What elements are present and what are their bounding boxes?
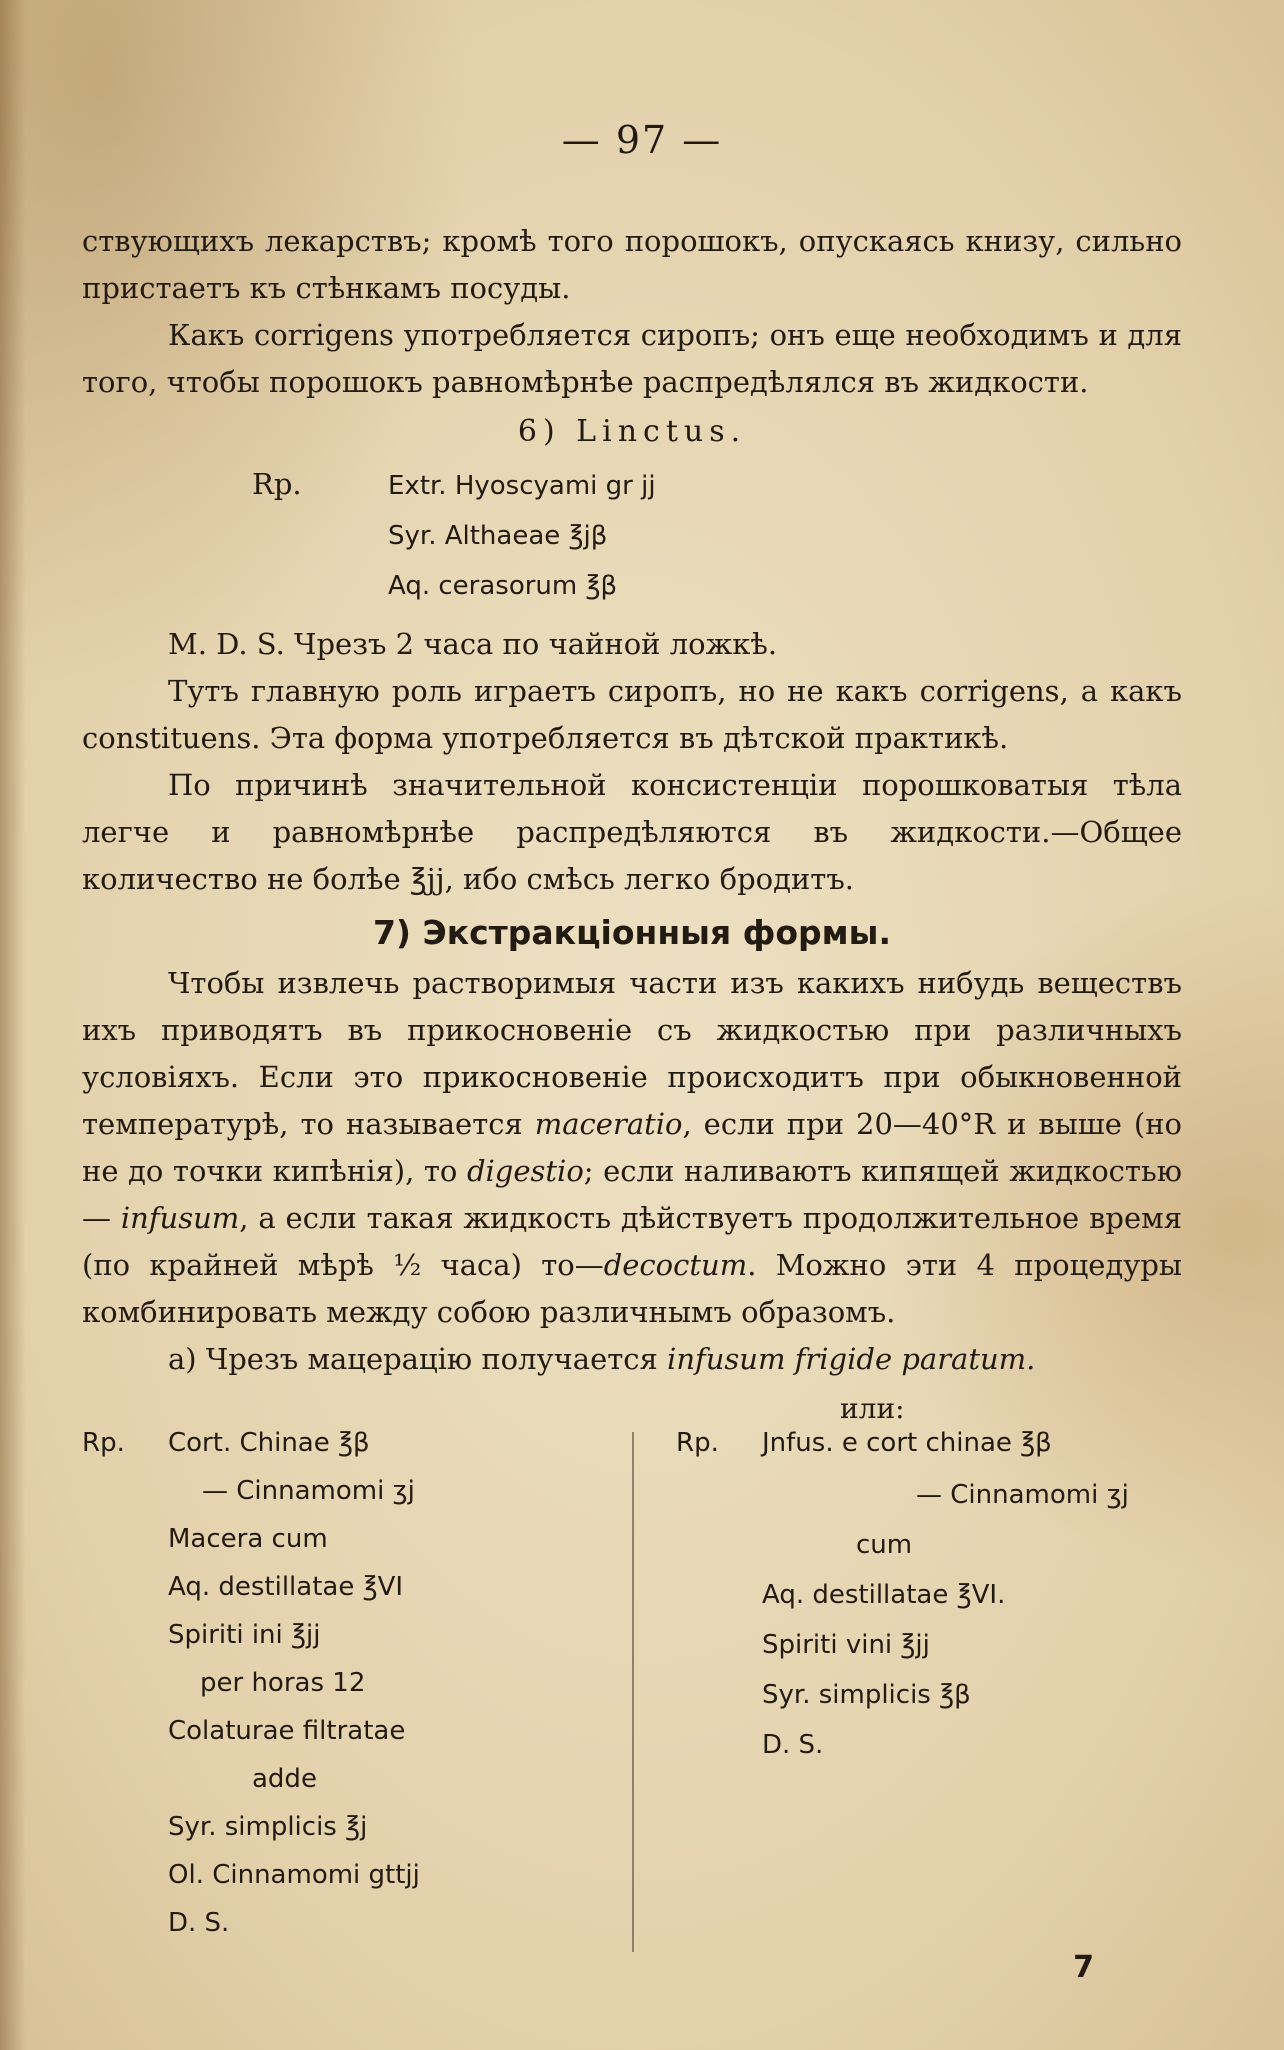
left-recipe <box>82 1428 622 1948</box>
page-number: — 97 — <box>561 118 723 162</box>
right-recipe <box>676 1428 1236 1760</box>
linctus-rp: Rp. <box>252 467 302 501</box>
right-rp: Rp. <box>676 1428 719 1458</box>
left-line-6: per horas 12 <box>200 1668 366 1698</box>
linctus-heading: 6) Lіnctus. <box>517 414 747 449</box>
paragraph-3: M. D. S. Чрезъ 2 часа по чайной ложкѣ. <box>168 627 778 661</box>
section-title: 7) Экстракціонныя формы. <box>372 913 892 952</box>
right-line-3: cum <box>856 1530 913 1560</box>
left-line-4: Aq. destillatae ℥VI <box>168 1572 404 1602</box>
column-divider <box>632 1432 634 1952</box>
signature-mark: 7 <box>1073 1950 1094 1985</box>
paragraph-2: Какъ corrigens употребляется сиропъ; онъ еще необходимъ и для того, чтобы порошокъ равномѣрнѣе распредѣлялся въ жидкости. <box>82 318 1182 399</box>
left-line-2: — Cinnamomi ʒj <box>202 1476 415 1506</box>
term-digestio: digestio <box>466 1154 584 1188</box>
right-line-6: Syr. simplicis ℥β <box>762 1680 971 1710</box>
term-infusum: infusum <box>120 1201 240 1235</box>
paragraph-1: ствующихъ лекарствъ; кромѣ того порошокъ, опускаясь книзу, сильно пристаетъ къ стѣнкамъ посуды. <box>82 224 1182 305</box>
left-line-8: adde <box>252 1764 317 1794</box>
paragraph-6 <box>82 960 1182 1336</box>
main-text <box>82 218 1182 1383</box>
term-maceratio: maceratio <box>534 1107 683 1141</box>
right-line-1: Jnfus. e cort chinae ℥β <box>762 1428 1052 1458</box>
p7-text: a) Чрезъ мацерацію получается <box>168 1342 668 1376</box>
p6-text-b: , если при 20—40°R и выше (но не до точки кипѣнія), то <box>82 1107 1182 1188</box>
linctus-recipe <box>82 461 1182 617</box>
left-line-9: Syr. simplicis ℥j <box>168 1812 368 1842</box>
left-line-7: Colaturae filtratae <box>168 1716 406 1746</box>
left-line-11: D. S. <box>168 1908 230 1938</box>
right-line-2: — Cinnamomi ʒj <box>916 1480 1129 1510</box>
left-line-10: Ol. Cinnamomi gttjj <box>168 1860 420 1890</box>
paragraph-4: Тутъ главную роль играетъ сиропъ, но не какъ corrigens, а какъ constituens. Эта форма употребляется въ дѣтской практикѣ. <box>82 674 1182 755</box>
p6-text-e: . Можно эти 4 процедуры комбинировать между собою различнымъ образомъ. <box>82 1248 1182 1329</box>
left-line-3: Macera cum <box>168 1524 328 1554</box>
p6-text-d: , а если такая жидкость дѣйствуетъ продолжительное время (по крайней мѣрѣ ½ часа) то— <box>82 1201 1183 1282</box>
right-line-7: D. S. <box>762 1730 824 1760</box>
or-label: или: <box>840 1392 905 1425</box>
linctus-line-1: Extr. Hyoscyami gr jj <box>388 471 656 501</box>
linctus-line-2: Syr. Althaeae ℥jβ <box>388 521 608 551</box>
right-line-5: Spiriti vini ℥jj <box>762 1630 930 1660</box>
left-line-1: Cort. Chinae ℥β <box>168 1428 370 1458</box>
left-rp: Rp. <box>82 1428 125 1458</box>
paragraph-7 <box>82 1336 1182 1383</box>
term-infusum-frigide: infusum frigide paratum. <box>667 1342 1036 1376</box>
p6-text-c: ; если наливаютъ кипящей жидкостью— <box>82 1154 1182 1235</box>
left-line-5: Spiriti ini ℥jj <box>168 1620 321 1650</box>
linctus-line-3: Aq. cerasorum ℥β <box>388 571 618 601</box>
term-decoctum: decoctum <box>603 1248 748 1282</box>
right-line-4: Aq. destillatae ℥VI. <box>762 1580 1006 1610</box>
p6-text-a: Чтобы извлечь растворимыя части изъ какихъ нибудь веществъ ихъ приводятъ въ прикосновеніе съ жидкостью при различныхъ условіяхъ. Если это прикосновеніе происходитъ при обыкновенной температурѣ, то называется <box>82 966 1182 1141</box>
paragraph-5: По причинѣ значительной консистенціи порошковатыя тѣла легче и равномѣрнѣе распредѣляются въ жидкости.—Общее количество не болѣе ℥jj, ибо смѣсь легко бродитъ. <box>82 768 1182 896</box>
